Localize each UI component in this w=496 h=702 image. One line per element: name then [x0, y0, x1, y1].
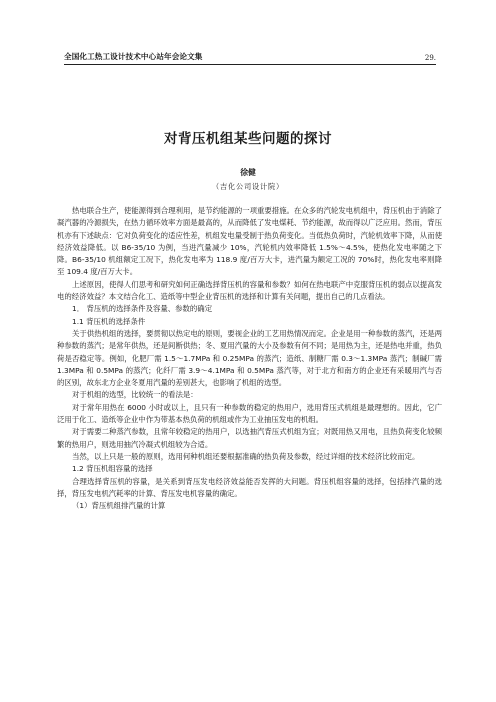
paragraph-selection-conditions: 关于供热机组的选择，要贯彻以热定电的原则，要视企业的工艺用热情况而定。企业是用一种参数的蒸汽，还是两种参数的蒸汽；是常年供热，还是间断供热；冬、夏用汽量的大小及参数有何不同；是用热为主，还是热电并重，热负荷是否稳定等。例如，化肥厂需 1.5～1.7MPa 和 0.25MPa 的蒸汽；造纸、制糖厂需 0.3～1.3MPa 蒸汽；制碱厂需 1.3MPa 和 0.5MPa 的蒸汽；化纤厂需 3.9～4.1MPa 和 0.5MPa 蒸汽等，对于北方和南方的企业还有采暖用汽与否的区别，故东北方企业冬夏用汽量的差别甚大，也影响了机组的选型。 [57, 328, 442, 388]
journal-title: 全国化工热工设计技术中心站年会论文集 [64, 52, 203, 61]
paragraph-general-principle: 当然，以上只是一般的原则，选用何种机组还要根据准确的热负荷及参数，经过详细的技术经济比较而定。 [72, 451, 420, 461]
page-number: 29. [424, 54, 436, 62]
paragraph-capacity: 合理选择背压机的容量，是关系到背压发电经济效益能否发挥的大问题。背压机组容量的选择，包括排汽量的选择，背压发电机汽耗率的计算、背压发电机容量的确定。 [57, 476, 442, 498]
paragraph-extraction-case: 对于需要二种蒸汽参数，且常年较稳定的热用户，以选抽汽背压式机组为宜；对既用热又用电，且热负荷变化较频繁的热用户，则选用抽汽冷凝式机组较为合适。 [57, 427, 442, 449]
article-title: 对背压机组某些问题的探讨 [164, 131, 332, 147]
subsection-heading-1-2: 1.2 背压机组容量的选择 [72, 464, 153, 474]
article-body [57, 205, 442, 512]
running-header [64, 48, 436, 65]
paragraph-back-pressure-case: 对于常年用热在 6000 小时或以上，且只有一种参数的稳定的热用户，选用背压式机组是最理想的。因此，它广泛用于化工、造纸等企业中作为带基本热负荷的机组或作为工业抽压发电的机组。 [57, 402, 442, 425]
paragraph-model-view: 对于机组的选型，比较统一的看法是： [72, 390, 198, 400]
paragraph-intro: 热电联合生产，使能源得到合理利用，是节约能源的一项重要措施。在众多的汽轮发电机组中，背压机由于消除了凝汽器的冷源损失，在热力循环效率方面是最高的，从而降低了发电煤耗、节约能源，故而得以广泛应用。然而，背压机亦有下述缺点：它对负荷变化的适应性差，机组发电量受制于热负荷变化。当低热负荷时，汽轮机效率下降，从而使经济效益降低。以 B6-35/10 为例，当进汽量减少 10%，汽轮机内效率降低 1.5%～4.5%，使热化发电率随之下降。B6-35/10 机组额定工况下，热化发电率为 118.9 度/百万大卡，进汽量为额定工况的 70%时，热化发电率则降至 109.4 度/百万大卡。 [57, 206, 442, 277]
section-heading-1: 1． 背压机的选择条件及容量、参数的确定 [72, 304, 213, 314]
author-name: 徐健 [240, 168, 256, 177]
subsection-heading-1-1: 1.1 背压机的选择条件 [72, 316, 146, 326]
paragraph-purpose: 上述原因，使得人们思考和研究如何正确选择背压机的容量和参数？如何在热电联产中克服背压机的弱点以提高发电的经济效益？本文结合化工、造纸等中型企业背压机的选择和计算有关问题，提出自己的几点看法。 [57, 279, 442, 302]
item-heading-exhaust: （1）背压机组排汽量的计算 [72, 501, 166, 511]
author-affiliation: （吉化公司设计院） [212, 182, 284, 191]
